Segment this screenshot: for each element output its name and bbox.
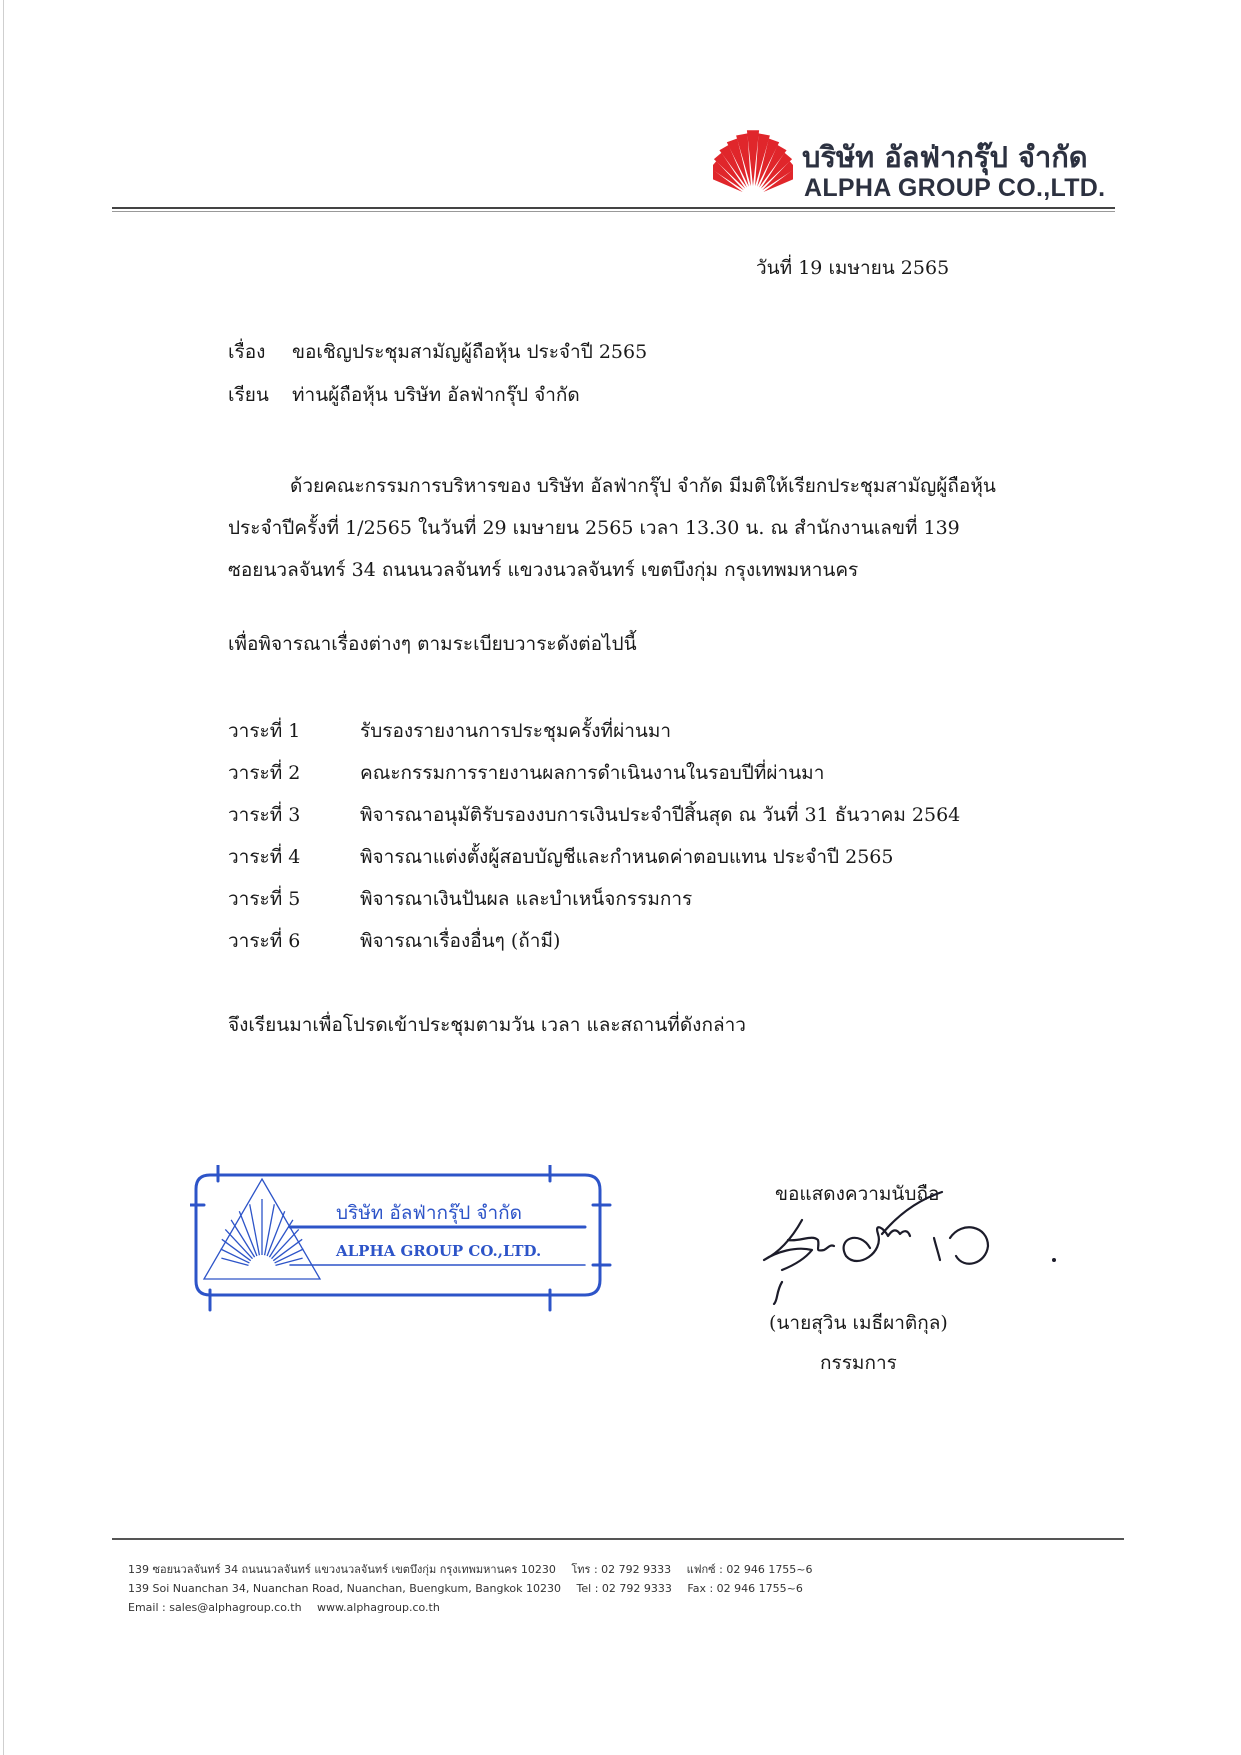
- closing-salutation: ขอแสดงความนับถือ: [775, 1183, 940, 1205]
- stamp-logo-ray: [250, 1204, 260, 1255]
- stamp-logo-ray: [267, 1211, 285, 1256]
- header-divider: [112, 207, 1115, 209]
- recipient-text: ท่านผู้ถือหุ้น บริษัท อัลฟ่ากรุ๊ป จำกัด: [292, 384, 580, 406]
- stamp-name-thai: บริษัท อัลฟ่ากรุ๊ป จำกัด: [336, 1202, 522, 1224]
- footer-tel-english: Tel : 02 792 9333: [576, 1582, 672, 1595]
- footer-divider: [112, 1538, 1124, 1540]
- body-line: ด้วยคณะกรรมการบริหารของ บริษัท อัลฟ่ากรุ๊ป จำกัด มีมติให้เรียกประชุมสามัญผู้ถือหุ้น: [290, 475, 996, 497]
- stamp-logo-ray: [222, 1239, 251, 1260]
- recipient-label: เรียน: [228, 384, 269, 406]
- stamp-logo-ray: [265, 1204, 275, 1255]
- header-divider-thin: [112, 211, 1115, 212]
- signer-name: (นายสุวิน เมธีผาติกุล): [769, 1312, 948, 1334]
- agenda-number: วาระที่ 3: [228, 804, 301, 826]
- subject-text: ขอเชิญประชุมสามัญผู้ถือหุ้น ประจำปี 2565: [292, 341, 648, 363]
- agenda-number: วาระที่ 2: [228, 762, 301, 784]
- footer-address-english: 139 Soi Nuanchan 34, Nuanchan Road, Nuanchan, Buengkum, Bangkok 10230: [128, 1582, 562, 1595]
- agenda-number: วาระที่ 6: [228, 930, 301, 952]
- letter-date: วันที่ 19 เมษายน 2565: [756, 257, 950, 279]
- agenda-item: [228, 716, 1028, 758]
- company-name-english: ALPHA GROUP CO.,LTD.: [804, 174, 1106, 202]
- footer-address-thai: 139 ซอยนวลจันทร์ 34 ถนนนวลจันทร์ แขวงนวลจันทร์ เขตบึงกุ่ม กรุงเทพมหานคร 10230: [128, 1563, 556, 1576]
- footer-email: Email : sales@alphagroup.co.th: [128, 1601, 302, 1614]
- agenda-text: พิจารณาอนุมัติรับรองงบการเงินประจำปีสิ้นสุด ณ วันที่ 31 ธันวาคม 2564: [360, 804, 961, 826]
- agenda-item: [228, 842, 1028, 884]
- agenda-item: [228, 758, 1028, 800]
- footer-line-web: [128, 1598, 813, 1617]
- company-stamp: [190, 1165, 620, 1315]
- agenda-text: พิจารณาเงินปันผล และบำเหน็จกรรมการ: [360, 888, 693, 910]
- body-line: ซอยนวลจันทร์ 34 ถนนนวลจันทร์ แขวงนวลจันทร์ เขตบึงกุ่ม กรุงเทพมหานคร: [228, 559, 859, 581]
- stamp-name-english: ALPHA GROUP CO.,LTD.: [336, 1242, 542, 1260]
- stamp-logo-ray: [273, 1239, 302, 1260]
- footer-fax-thai: แฟกซ์ : 02 946 1755~6: [686, 1563, 813, 1576]
- handwritten-signature: [752, 1190, 1072, 1305]
- scan-edge: [3, 0, 4, 1755]
- footer-line-thai: [128, 1560, 813, 1579]
- alpha-logo-icon: [713, 128, 793, 202]
- agenda-number: วาระที่ 1: [228, 720, 301, 742]
- stamp-logo-ray: [221, 1258, 248, 1265]
- signer-title: กรรมการ: [820, 1352, 897, 1374]
- subject-label: เรื่อง: [228, 341, 266, 363]
- agenda-item: [228, 800, 1028, 842]
- body-line: ประจำปีครั้งที่ 1/2565 ในวันที่ 29 เมษายน 2565 เวลา 13.30 น. ณ สำนักงานเลขที่ 139: [228, 517, 960, 539]
- stamp-logo-ray: [239, 1211, 257, 1256]
- footer-line-english: [128, 1579, 813, 1598]
- footer-fax-english: Fax : 02 946 1755~6: [687, 1582, 803, 1595]
- agenda-text: รับรองรายงานการประชุมครั้งที่ผ่านมา: [360, 720, 672, 742]
- footer-contact: [128, 1560, 813, 1617]
- agenda-text: พิจารณาเรื่องอื่นๆ (ถ้ามี): [360, 930, 561, 952]
- agenda-intro: เพื่อพิจารณาเรื่องต่างๆ ตามระเบียบวาระดังต่อไปนี้: [228, 633, 637, 655]
- agenda-item: [228, 926, 1028, 968]
- agenda-list: [228, 716, 1028, 968]
- footer-tel-thai: โทร : 02 792 9333: [571, 1563, 672, 1576]
- agenda-number: วาระที่ 4: [228, 846, 301, 868]
- footer-website: www.alphagroup.co.th: [317, 1601, 440, 1614]
- agenda-item: [228, 884, 1028, 926]
- body-paragraph: [228, 465, 1028, 591]
- agenda-text: คณะกรรมการรายงานผลการดำเนินงานในรอบปีที่ผ่านมา: [360, 762, 825, 784]
- agenda-text: พิจารณาแต่งตั้งผู้สอบบัญชีและกำหนดค่าตอบแทน ประจำปี 2565: [360, 846, 894, 868]
- closing-sentence: จึงเรียนมาเพื่อโปรดเข้าประชุมตามวัน เวลา และสถานที่ดังกล่าว: [228, 1014, 746, 1036]
- company-name-thai: บริษัท อัลฟ่ากรุ๊ป จำกัด: [802, 140, 1088, 174]
- agenda-number: วาระที่ 5: [228, 888, 301, 910]
